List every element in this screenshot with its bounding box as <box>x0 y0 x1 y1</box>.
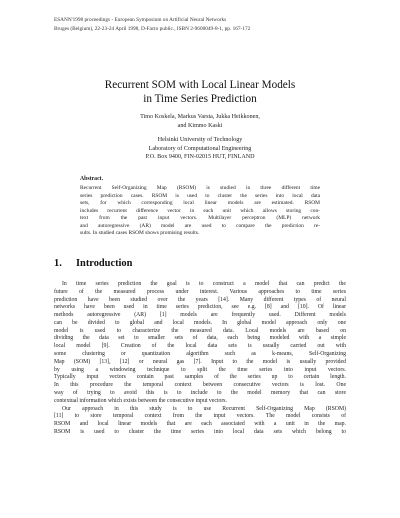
body-line: model is used to characterize the measured data. Local models are based on <box>54 327 346 334</box>
body-line: future of the measured process under interest. Various approaches to time series <box>54 288 346 295</box>
abstract <box>80 176 320 238</box>
body-line: way of trying to avoid this is to include to the model memory that can store <box>54 389 346 396</box>
body-line: Our approach in this study is to use Recurrent Self-Organizing Map (RSOM) <box>62 405 346 412</box>
proceedings-line-2: Bruges (Belgium), 22-23-24 April 1998, D-Facto public., ISBN 2-9600049-8-1, pp. 167-172 <box>54 25 251 32</box>
body-line: Map (SOM) [13], [12] or neural gas [7]. Input to the model is usually provided <box>54 358 346 365</box>
authors-line-2: and Kimmo Kaski <box>177 122 223 129</box>
body-line: RSOM is used to cluster the time series into local data sets which belong to <box>54 428 346 435</box>
abstract-line: sults. In studied cases RSOM shows promising results. <box>80 230 200 237</box>
body-line: can be divided to global and local models. In global model approach only one <box>54 319 346 326</box>
affiliation-line-1: Helsinki University of Technology <box>157 137 243 143</box>
section-heading <box>54 258 132 269</box>
body-line: local model [9]. Creation of the local data sets is usually carried out with <box>54 343 346 350</box>
section-title: Introduction <box>76 258 133 269</box>
body-line: Typically input vectors contain past samples of the series up to certain length. <box>54 374 346 381</box>
abstract-heading: Abstract. <box>80 176 104 182</box>
body-line: In time series prediction the goal is to construct a model that can predict the <box>62 281 346 287</box>
body-line: [11] to store temporal context from the input vectors. The model consists of <box>54 413 346 420</box>
affiliation-line-2: Laboratory of Computational Engineering <box>148 145 252 152</box>
abstract-line: series prediction cases. RSOM is used to cluster the series into local data <box>80 192 320 199</box>
proceedings-line-1: ESANN'1998 proceedings - European Symposium on Artificial Neural Networks <box>54 17 227 23</box>
affiliation-line-3: P.O. Box 9400, FIN-02015 HUT, FINLAND <box>145 154 255 161</box>
body-line: RSOM and local linear models that are each associated with a unit in the map. <box>54 421 346 428</box>
authors-line-1: Timo Koskela, Markus Varsta, Jukka Heikkonen, <box>140 114 260 120</box>
body-line: methods autoregressive (AR) [1] models are frequently used. Different models <box>54 312 346 319</box>
abstract-line: and autoregressive (AR) model are used to compare the prediction re- <box>80 222 320 229</box>
paper-title <box>0 79 400 106</box>
body-text <box>54 281 346 437</box>
body-line: networks have been used in time series prediction, see e.g. [8] and [10]. Of linear <box>54 304 346 311</box>
title-line-2: in Time Series Prediction <box>143 92 257 105</box>
abstract-line: Recurrent Self-Organizing Map (RSOM) is studied in three different time <box>80 185 320 192</box>
proceedings-header <box>54 16 250 33</box>
author-list <box>0 113 400 130</box>
section-number: 1. <box>54 258 62 269</box>
affiliation <box>0 136 400 162</box>
body-line: In this procedure the temporal context between consecutive vectors is lost. One <box>54 382 346 389</box>
abstract-line: sets, for which corresponding local linear models are estimated. RSOM <box>80 200 320 207</box>
body-line: prediction have been studied over the years [14]. Many different types of neural <box>54 296 346 303</box>
title-line-1: Recurrent SOM with Local Linear Models <box>104 79 296 91</box>
abstract-line: includes recurrent difference vector in each unit which allows storing con- <box>80 207 320 214</box>
abstract-line: text from the past input vectors. Multilayer perceptron (MLP) network <box>80 215 320 222</box>
body-line: by using a windowing technique to split the time series into input vectors. <box>54 366 346 373</box>
body-line: dividing the data set to smaller sets of data, each being modeled with a simple <box>54 335 346 342</box>
body-line: some clustering or quantization algorithm such as k-means, Self-Organizing <box>54 351 346 358</box>
body-line: contextual information which exists between the consecutive input vectors. <box>54 397 227 404</box>
